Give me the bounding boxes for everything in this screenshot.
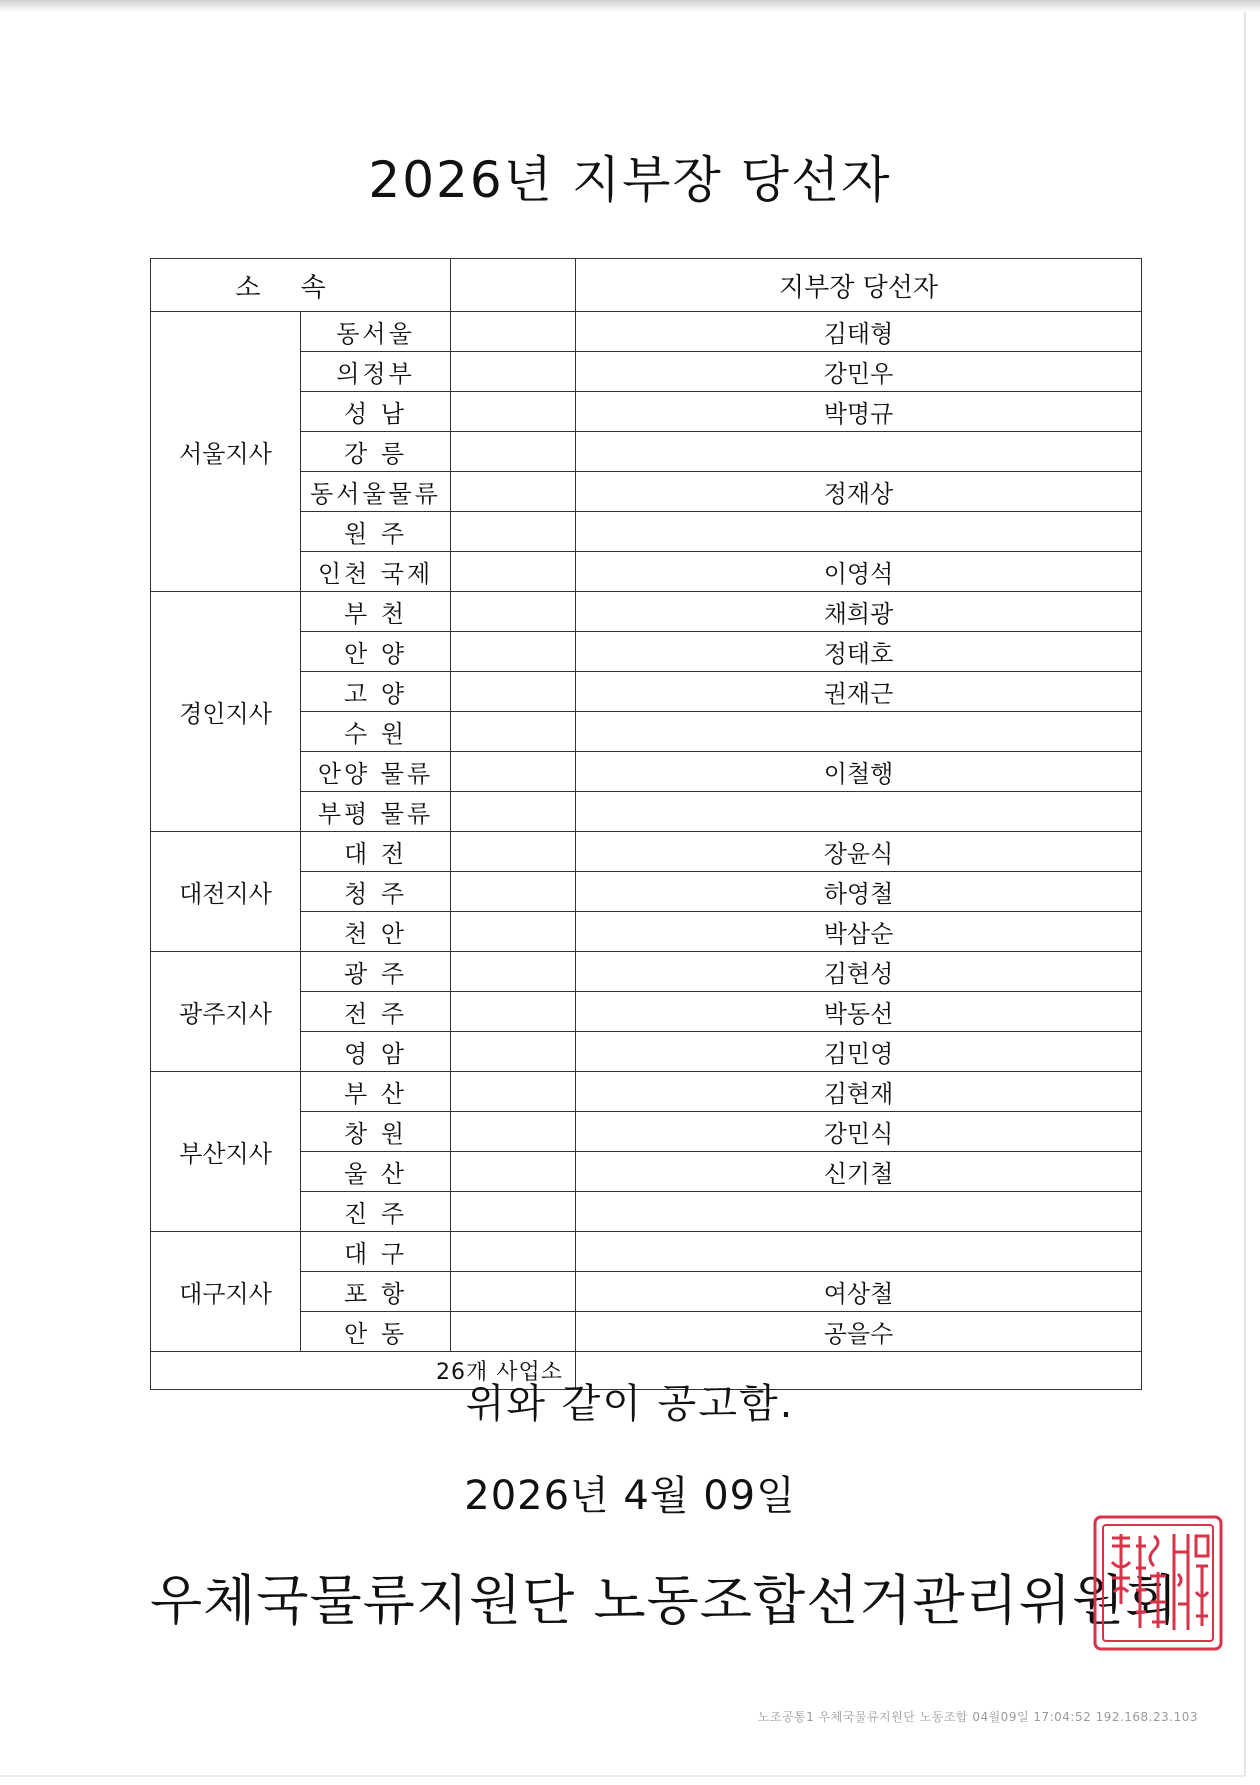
table-row (151, 1232, 1142, 1272)
office-name: 광 주 (301, 952, 451, 992)
blank-cell (451, 952, 576, 992)
blank-cell (451, 1072, 576, 1112)
office-name: 대 구 (301, 1232, 451, 1272)
office-name: 원 주 (301, 512, 451, 552)
office-name: 대 전 (301, 832, 451, 872)
winner-name (576, 1232, 1142, 1272)
table-row (151, 832, 1142, 872)
blank-cell (451, 432, 576, 472)
blank-cell (451, 312, 576, 352)
winner-name (576, 1192, 1142, 1232)
blank-cell (451, 712, 576, 752)
blank-cell (451, 1272, 576, 1312)
office-name: 부 산 (301, 1072, 451, 1112)
winner-name (576, 432, 1142, 472)
official-seal-icon (1090, 1512, 1226, 1654)
office-name: 포 항 (301, 1272, 451, 1312)
header-affiliation: 소속 (151, 259, 451, 312)
office-name: 동서울 (301, 312, 451, 352)
office-name: 안양 물류 (301, 752, 451, 792)
blank-cell (451, 912, 576, 952)
winner-name: 장윤식 (576, 832, 1142, 872)
office-name: 천 안 (301, 912, 451, 952)
office-name: 창 원 (301, 1112, 451, 1152)
winner-name: 공을수 (576, 1312, 1142, 1352)
winner-name: 채희광 (576, 592, 1142, 632)
winner-name: 박동선 (576, 992, 1142, 1032)
blank-cell (451, 752, 576, 792)
blank-cell (451, 992, 576, 1032)
blank-cell (451, 352, 576, 392)
winner-name: 김현성 (576, 952, 1142, 992)
office-count: 26개 사업소 (151, 1352, 576, 1390)
office-name: 수 원 (301, 712, 451, 752)
winner-name (576, 512, 1142, 552)
region-name: 서울지사 (151, 312, 301, 592)
winner-name: 정재상 (576, 472, 1142, 512)
header-winner: 지부장 당선자 (576, 259, 1142, 312)
winner-name (576, 712, 1142, 752)
office-name: 성 남 (301, 392, 451, 432)
table-row (151, 952, 1142, 992)
blank-cell (451, 1152, 576, 1192)
blank-cell (451, 872, 576, 912)
blank-cell (451, 592, 576, 632)
table-row (151, 592, 1142, 632)
table-row (151, 1072, 1142, 1112)
winner-name: 김현재 (576, 1072, 1142, 1112)
office-name: 청 주 (301, 872, 451, 912)
office-name: 강 릉 (301, 432, 451, 472)
results-table (150, 258, 1142, 1390)
blank-cell (451, 512, 576, 552)
winner-name: 권재근 (576, 672, 1142, 712)
blank-cell (451, 1112, 576, 1152)
fax-transmission-header: 노조공통1 우체국물류지원단 노동조합 04월09일 17:04:52 192.168.23.103 (757, 1710, 1198, 1724)
winner-name: 정태호 (576, 632, 1142, 672)
notice-statement: 위와 같이 공고함. (465, 1381, 795, 1427)
winner-name: 강민식 (576, 1112, 1142, 1152)
blank-cell (451, 832, 576, 872)
blank-cell (451, 1312, 576, 1352)
office-name: 동서울물류 (301, 472, 451, 512)
blank-cell (451, 1032, 576, 1072)
winner-name: 신기철 (576, 1152, 1142, 1192)
region-name: 대구지사 (151, 1232, 301, 1352)
winner-name (576, 792, 1142, 832)
winner-name: 강민우 (576, 352, 1142, 392)
blank-cell (451, 632, 576, 672)
region-name: 경인지사 (151, 592, 301, 832)
office-name: 부 천 (301, 592, 451, 632)
table-body (151, 312, 1142, 1352)
winner-name: 이철행 (576, 752, 1142, 792)
region-name: 부산지사 (151, 1072, 301, 1232)
winner-name: 김민영 (576, 1032, 1142, 1072)
table-header-row (151, 259, 1142, 312)
page-title: 2026년 지부장 당선자 (368, 151, 892, 209)
winner-name: 박삼순 (576, 912, 1142, 952)
blank-cell (451, 392, 576, 432)
scan-edge-shade (0, 0, 1260, 12)
header-blank (451, 259, 576, 312)
office-name: 고 양 (301, 672, 451, 712)
table-row (151, 312, 1142, 352)
blank-cell (451, 552, 576, 592)
office-name: 전 주 (301, 992, 451, 1032)
blank-cell (451, 1232, 576, 1272)
blank-cell (451, 792, 576, 832)
office-name: 안 동 (301, 1312, 451, 1352)
blank-cell (451, 1192, 576, 1232)
office-name: 의정부 (301, 352, 451, 392)
office-name: 진 주 (301, 1192, 451, 1232)
winner-name: 여상철 (576, 1272, 1142, 1312)
region-name: 대전지사 (151, 832, 301, 952)
office-name: 영 암 (301, 1032, 451, 1072)
office-name: 안 양 (301, 632, 451, 672)
winner-name: 박명규 (576, 392, 1142, 432)
issuing-organization: 우체국물류지원단 노동조합선거관리위원회 (150, 1569, 1179, 1632)
region-name: 광주지사 (151, 952, 301, 1072)
office-name: 부평 물류 (301, 792, 451, 832)
office-name: 울 산 (301, 1152, 451, 1192)
office-name: 인천 국제 (301, 552, 451, 592)
winner-name: 김태형 (576, 312, 1142, 352)
winner-name: 하영철 (576, 872, 1142, 912)
winner-name: 이영석 (576, 552, 1142, 592)
notice-date: 2026년 4월 09일 (464, 1473, 796, 1519)
blank-cell (451, 672, 576, 712)
blank-cell (451, 472, 576, 512)
